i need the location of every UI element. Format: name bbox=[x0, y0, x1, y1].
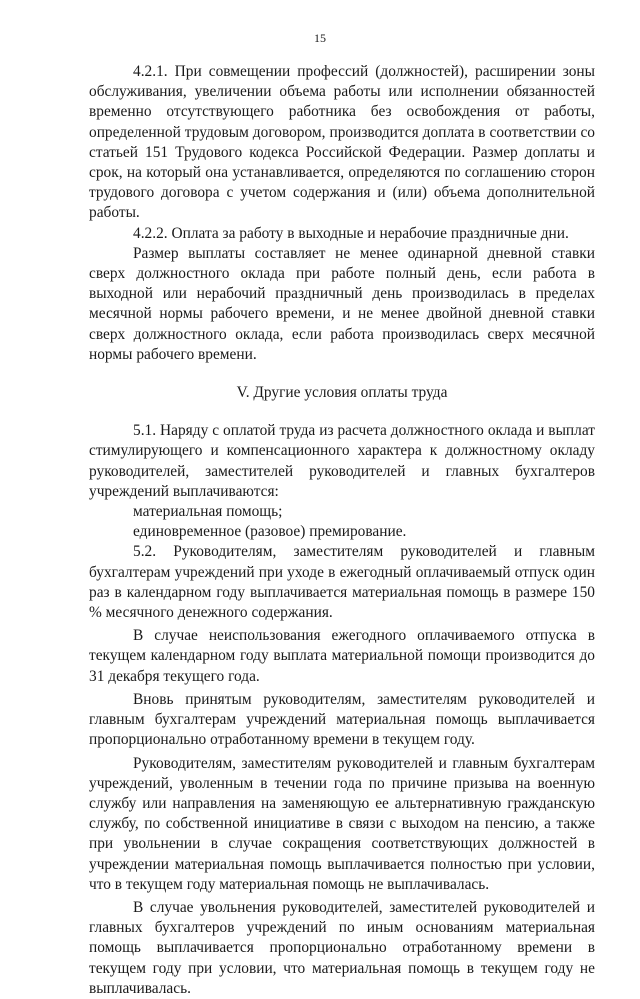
paragraph-unused-leave: В случае неиспользования ежегодного оплачиваемого отпуска в текущем календарном году выплата материальной помощи производится до 31 декабря текущего года. bbox=[89, 627, 595, 685]
paragraph-4-2-2: 4.2.2. Оплата за работу в выходные и нерабочие праздничные дни. bbox=[133, 224, 569, 242]
document-body bbox=[89, 62, 595, 999]
page-number: 15 bbox=[314, 31, 326, 45]
list-item-bonus: единовременное (разовое) премирование. bbox=[133, 523, 407, 541]
section-heading: V. Другие условия оплаты труда bbox=[236, 384, 448, 402]
paragraph-5-1: 5.1. Наряду с оплатой труда из расчета должностного оклада и выплат стимулирующего и компенсационного характера к должностному окладу руководителей, заместителей руководителей и главных бухгалтеров учреждений выплачиваются: bbox=[89, 422, 595, 500]
list-item-material-aid: материальная помощь; bbox=[133, 503, 283, 521]
paragraph-new-hires: Вновь принятым руководителям, заместителям руководителей и главным бухгалтерам учреждений материальная помощь выплачивается пропорционально отработанному времени в текущем году. bbox=[89, 690, 595, 749]
paragraph-4-2-1: 4.2.1. При совмещении профессий (должностей), расширении зоны обслуживания, увеличении объема работы или исполнении обязанностей временно отсутствующего работника без освобождения от работы, определенной трудовым договором, производится доплата в соответствии со статьей 151 Трудового кодекса Российской Федерации. Размер доплаты и срок, на который она устанавливается, определяются по соглашению сторон трудового договора с учетом содержания и (или) объема дополнительной работы. bbox=[89, 63, 595, 222]
paragraph-weekend-pay: Размер выплаты составляет не менее одинарной дневной ставки сверх должностного оклада при работе полный день, если работа в выходной или нерабочий праздничный день производилась в пределах месячной нормы рабочего времени, и не менее двойной дневной ставки сверх должностного оклада, если работа производилась сверх месячной нормы рабочего времени. bbox=[89, 244, 595, 363]
paragraph-other-dismissal: В случае увольнения руководителей, заместителей руководителей и главных бухгалтеров учреждений по иным основаниям материальная помощь выплачивается пропорционально отработанному времени в текущем году при условии, что материальная помощь в текущем году не выплачивалась. bbox=[89, 898, 595, 997]
paragraph-5-2: 5.2. Руководителям, заместителям руководителей и главным бухгалтерам учреждений при уходе в ежегодный оплачиваемый отпуск один раз в календарном году выплачивается материальная помощь в размере 150 % месячного денежного содержания. bbox=[89, 543, 595, 622]
paragraph-dismissed: Руководителям, заместителям руководителей и главным бухгалтерам учреждений, уволенным в течении года по причине призыва на военную службу или направления на заменяющую ее альтернативную гражданскую службу, по собственной инициативе в связи с выходом на пенсию, а также при увольнении в случае сокращения соответствующих должностей в учреждении материальная помощь выплачивается полностью при условии, что в текущем году материальная помощь не выплачивалась. bbox=[89, 754, 595, 893]
